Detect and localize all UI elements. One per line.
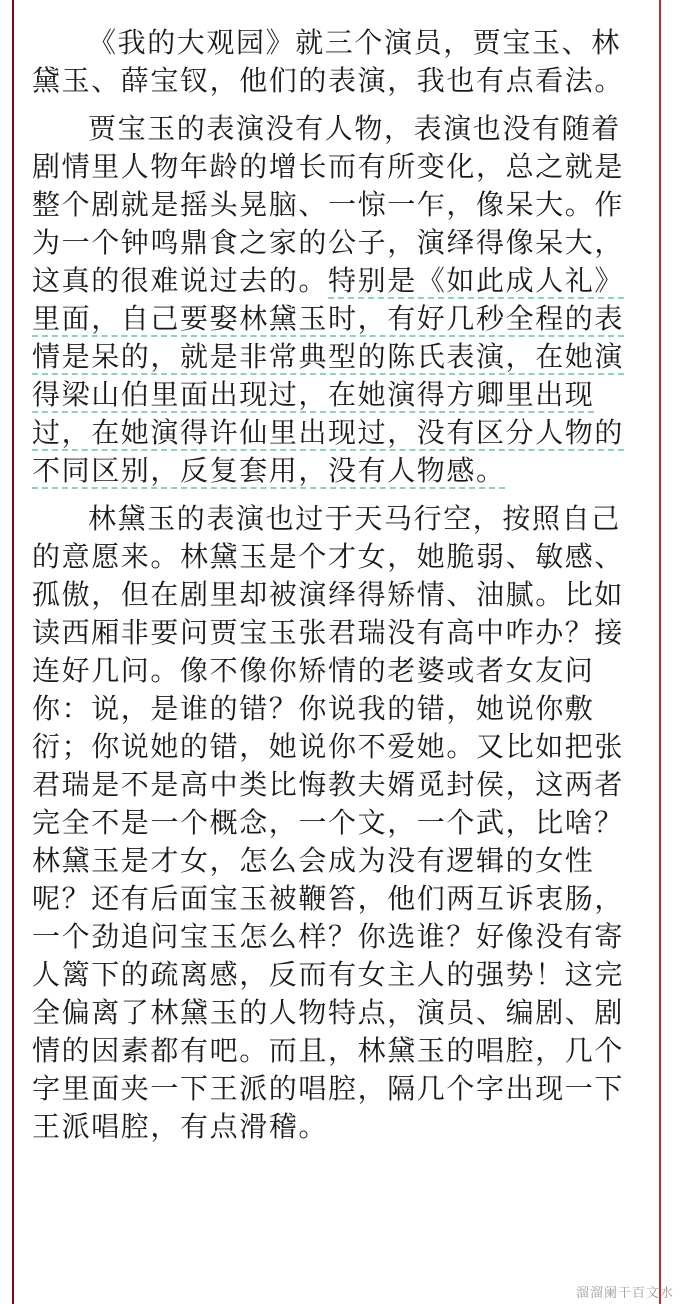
text-line: 林黛玉的表演也过于天马行空，按照自己 [88, 502, 621, 535]
text-line [32, 452, 644, 490]
highlighted-text: 过，在她演得许仙里出现过，没有区分人物的 [32, 416, 625, 449]
text-line: 剧情里人物年龄的增长而有所变化，总之就是 [32, 150, 625, 183]
paragraph-1 [32, 24, 644, 100]
watermark: 溜溜阑干百文水 [575, 1286, 674, 1301]
text-line: 人篱下的疏离感，反而有女主人的强势！这完 [32, 958, 625, 991]
page-border-right [659, 0, 661, 1304]
text-line: 情的因素都有吧。而且，林黛玉的唱腔，几个 [32, 1034, 625, 1067]
text-line [32, 376, 644, 414]
text-line: 林黛玉是才女，怎么会成为没有逻辑的女性 [32, 844, 595, 877]
highlighted-text: 不同区别，反复套用，没有人物感。 [32, 454, 506, 487]
text-line: 君瑞是不是高中类比悔教夫婿觅封侯，这两者 [32, 768, 625, 801]
text-line: 连好几问。像不像你矫情的老婆或者女友问 [32, 654, 595, 687]
text-line: 贾宝玉的表演没有人物，表演也没有随着 [88, 112, 621, 145]
plain-text: 这真的很难说过去的。 [32, 264, 329, 297]
highlighted-text: 情是呆的，就是非常典型的陈氏表演，在她演 [32, 340, 625, 373]
paragraph-2 [32, 110, 644, 490]
text-line: 《我的大观园》就三个演员，贾宝玉、林 [88, 26, 621, 59]
text-line: 黛玉、薛宝钗，他们的表演，我也有点看法。 [32, 64, 625, 97]
text-line: 你：说，是谁的错？你说我的错，她说你敷 [32, 692, 595, 725]
highlighted-text: 得梁山伯里面出现过，在她演得方卿里出现 [32, 378, 595, 411]
text-line: 孤傲，但在剧里却被演绎得矫情、油腻。比如 [32, 578, 625, 611]
highlighted-text: 特别是《如此成人礼》 [328, 264, 625, 297]
text-line: 全偏离了林黛玉的人物特点，演员、编剧、剧 [32, 996, 625, 1029]
text-line [32, 262, 644, 300]
text-line: 王派唱腔，有点滑稽。 [32, 1110, 329, 1143]
page-border-left [12, 0, 14, 1304]
text-line: 一个劲追问宝玉怎么样？你选谁？好像没有寄 [32, 920, 625, 953]
paragraph-3 [32, 500, 644, 1146]
article-body [32, 24, 644, 1146]
text-line [32, 338, 644, 376]
text-line: 为一个钟鸣鼎食之家的公子，演绎得像呆大， [32, 226, 625, 259]
text-line: 的意愿来。林黛玉是个才女，她脆弱、敏感、 [32, 540, 625, 573]
text-line: 衍；你说她的错，她说你不爱她。又比如把张 [32, 730, 625, 763]
text-line [32, 414, 644, 452]
text-line: 整个剧就是摇头晃脑、一惊一乍，像呆大。作 [32, 188, 625, 221]
text-line: 完全不是一个概念，一个文，一个武，比啥？ [32, 806, 625, 839]
text-line: 呢？还有后面宝玉被鞭笞，他们两互诉衷肠， [32, 882, 625, 915]
highlighted-text: 里面，自己要娶林黛玉时，有好几秒全程的表 [32, 302, 625, 335]
text-line [32, 300, 644, 338]
text-line: 读西厢非要问贾宝玉张君瑞没有高中咋办？接 [32, 616, 625, 649]
text-line: 字里面夹一下王派的唱腔，隔几个字出现一下 [32, 1072, 625, 1105]
